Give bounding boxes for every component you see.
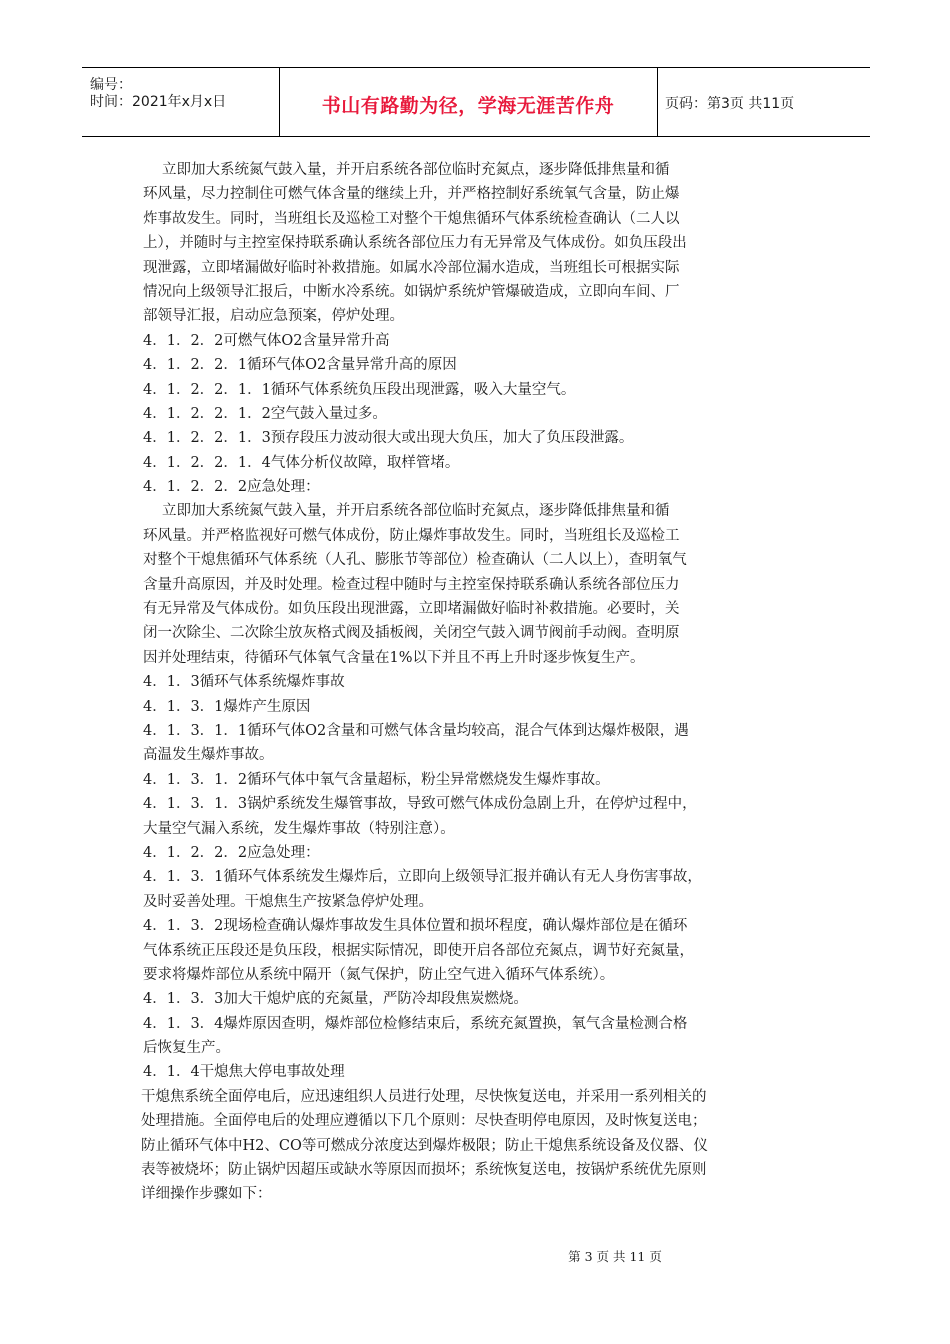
text-line: 含量升高原因，并及时处理。检查过程中随时与主控室保持联系确认系统各部位压力 xyxy=(143,576,680,593)
text-line: 4．1．2．2可燃气体O2含量异常升高 xyxy=(143,332,390,349)
text-line: 处理措施。全面停电后的处理应遵循以下几个原则：尽快查明停电原因，及时恢复送电； xyxy=(141,1113,707,1130)
text-line: 部领导汇报，启动应急预案，停炉处理。 xyxy=(143,308,404,325)
text-line: 有无异常及气体成份。如负压段出现泄露，立即堵漏做好临时补救措施。必要时，关 xyxy=(143,601,680,618)
document-body xyxy=(143,158,808,1207)
text-line: 4．1．3．1．2循环气体中氧气含量超标，粉尘异常燃烧发生爆炸事故。 xyxy=(143,771,610,788)
text-line: 4．1．3．4爆炸原因查明，爆炸部位检修结束后，系统充氮置换，氧气含量检测合格 xyxy=(143,1015,688,1032)
document-number: 编号： xyxy=(90,77,132,93)
text-line: 4．1．3．1循环气体系统发生爆炸后，立即向上级领导汇报并确认有无人身伤害事故， xyxy=(143,869,702,886)
header-page-number: 页码：第3页 共11页 xyxy=(665,96,795,112)
text-line: 要求将爆炸部位从系统中隔开（氮气保护，防止空气进入循环气体系统）。 xyxy=(143,966,615,983)
text-line: 4．1．3．1．1循环气体O2含量和可燃气体含量均较高，混合气体到达爆炸极限，遇 xyxy=(143,722,689,739)
text-line: 4．1．2．2．1循环气体O2含量异常升高的原因 xyxy=(143,357,457,374)
text-line: 4．1．3．1．3锅炉系统发生爆管事故，导致可燃气体成份急剧上升，在停炉过程中， xyxy=(143,796,697,813)
text-line: 后恢复生产。 xyxy=(143,1040,230,1057)
header-info-cell xyxy=(82,68,280,136)
text-line: 闭一次除尘、二次除尘放灰格式阀及插板阀，关闭空气鼓入调节阀前手动阀。查明原 xyxy=(143,625,680,642)
text-line: 因并处理结束，待循环气体氧气含量在1%以下并且不再上升时逐步恢复生产。 xyxy=(143,649,645,666)
text-line: 炸事故发生。同时，当班组长及巡检工对整个干熄焦循环气体系统检查确认（二人以 xyxy=(143,210,680,227)
footer-page-number: 第 3 页 共 11 页 xyxy=(568,1249,662,1264)
text-line: 4．1．3．2现场检查确认爆炸事故发生具体位置和损坏程度，确认爆炸部位是在循环 xyxy=(143,918,688,935)
text-line: 现泄露，立即堵漏做好临时补救措施。如属水冷部位漏水造成，当班组长可根据实际 xyxy=(143,259,680,276)
text-line: 4．1．3．3加大干熄炉底的充氮量，严防冷却段焦炭燃烧。 xyxy=(143,991,528,1008)
header-motto-cell xyxy=(279,68,658,136)
text-line: 4．1．3．1爆炸产生原因 xyxy=(143,698,311,715)
text-line: 4．1．4干熄焦大停电事故处理 xyxy=(143,1064,345,1081)
text-line: 4．1．2．2．1．2空气鼓入量过多。 xyxy=(143,405,387,422)
text-line: 4．1．3循环气体系统爆炸事故 xyxy=(143,674,345,691)
text-line: 4．1．2．2．1．3预存段压力波动很大或出现大负压，加大了负压段泄露。 xyxy=(143,430,634,447)
text-line: 及时妥善处理。干熄焦生产按紧急停炉处理。 xyxy=(143,893,433,910)
text-line: 情况向上级领导汇报后，中断水冷系统。如锅炉系统炉管爆破造成，立即向车间、厂 xyxy=(143,283,680,300)
page-header xyxy=(82,67,870,137)
text-line: 4．1．2．2．2应急处理： xyxy=(143,844,320,861)
page-footer xyxy=(0,1247,950,1265)
text-line: 环风量，尽力控制住可燃气体含量的继续上升，并严格控制好系统氧气含量，防止爆 xyxy=(143,186,680,203)
text-line: 防止循环气体中H2、CO等可燃成分浓度达到爆炸极限；防止干熄焦系统设备及仪器、仪 xyxy=(141,1137,708,1154)
text-line: 环风量。并严格监视好可燃气体成份，防止爆炸事故发生。同时，当班组长及巡检工 xyxy=(143,527,680,544)
header-page-cell xyxy=(657,68,870,136)
text-line: 4．1．2．2．1．1循环气体系统负压段出现泄露，吸入大量空气。 xyxy=(143,381,576,398)
text-line: 立即加大系统氮气鼓入量，并开启系统各部位临时充氮点，逐步降低排焦量和循 xyxy=(162,162,670,178)
text-line: 详细操作步骤如下： xyxy=(141,1186,272,1203)
text-line: 高温发生爆炸事故。 xyxy=(143,747,274,764)
document-date: 时间：2021年x月x日 xyxy=(90,94,227,110)
text-line: 4．1．2．2．2应急处理： xyxy=(143,479,320,496)
text-line: 干熄焦系统全面停电后，应迅速组织人员进行处理，尽快恢复送电，并采用一系列相关的 xyxy=(141,1088,707,1105)
text-line: 表等被烧坏；防止锅炉因超压或缺水等原因而损坏；系统恢复送电，按锅炉系统优先原则 xyxy=(141,1162,707,1179)
text-line: 立即加大系统氮气鼓入量，并开启系统各部位临时充氮点，逐步降低排焦量和循 xyxy=(162,503,670,520)
text-line: 气体系统正压段还是负压段，根据实际情况，即使开启各部位充氮点，调节好充氮量， xyxy=(143,942,694,959)
text-line: 对整个干熄焦循环气体系统（人孔、膨胀节等部位）检查确认（二人以上），查明氧气 xyxy=(143,552,687,569)
text-line: 上），并随时与主控室保持联系确认系统各部位压力有无异常及气体成份。如负压段出 xyxy=(143,235,687,252)
text-line: 4．1．2．2．1．4气体分析仪故障，取样管堵。 xyxy=(143,454,460,471)
motto: 书山有路勤为径，学海无涯苦作舟 xyxy=(321,95,615,117)
text-line: 大量空气漏入系统，发生爆炸事故（特别注意）。 xyxy=(143,820,455,837)
